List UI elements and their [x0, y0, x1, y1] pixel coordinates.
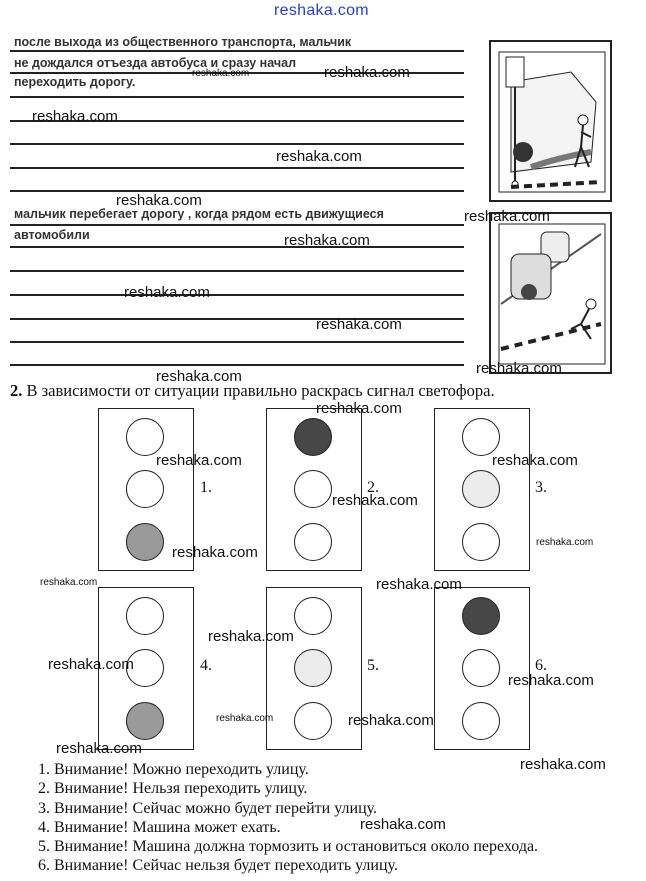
light-label: 4. — [200, 657, 212, 674]
watermark: reshaka.com — [324, 64, 410, 81]
lamp-top[interactable] — [462, 597, 500, 635]
answer-text: мальчик перебегает дорогу , когда рядом есть движущиеся — [14, 207, 384, 221]
lamp-middle[interactable] — [462, 649, 500, 687]
lamp-bottom[interactable] — [126, 702, 164, 740]
option-item: 3. Внимание! Сейчас можно будет перейти улицу. — [38, 799, 378, 817]
watermark: reshaka.com — [156, 452, 242, 469]
answer-text: после выхода из общественного транспорта, мальчик — [14, 35, 352, 49]
light-label: 1. — [200, 479, 212, 496]
watermark: reshaka.com — [284, 232, 370, 249]
option-item: 2. Внимание! Нельзя переходить улицу. — [38, 780, 308, 798]
watermark: reshaka.com — [124, 284, 210, 301]
watermark: reshaka.com — [116, 192, 202, 209]
watermark: reshaka.com — [492, 452, 578, 469]
option-item: 4. Внимание! Машина может ехать. — [38, 818, 281, 836]
light-label: 5. — [367, 657, 379, 674]
watermark: reshaka.com — [376, 576, 462, 593]
watermark: reshaka.com — [536, 537, 594, 548]
lamp-top[interactable] — [294, 418, 332, 456]
lamp-top[interactable] — [126, 597, 164, 635]
option-item: 1. Внимание! Можно переходить улицу. — [38, 761, 309, 778]
lamp-middle[interactable] — [462, 470, 500, 508]
watermark: reshaka.com — [476, 360, 562, 377]
lamp-middle[interactable] — [126, 470, 164, 508]
light-label: 3. — [535, 479, 547, 496]
lamp-top[interactable] — [462, 418, 500, 456]
watermark: reshaka.com — [172, 544, 258, 561]
answer-text: автомобили — [14, 228, 90, 242]
task-number: 2. — [10, 381, 23, 400]
option-item: 6. Внимание! Сейчас нельзя будет переходить улицу. — [38, 857, 398, 875]
task-text: В зависимости от ситуации правильно раскрась сигнал светофора. — [26, 381, 495, 400]
lamp-top[interactable] — [294, 597, 332, 635]
lamp-top[interactable] — [126, 418, 164, 456]
options-list — [38, 760, 538, 876]
traffic-light-2[interactable] — [266, 408, 362, 571]
lamp-bottom[interactable] — [462, 702, 500, 740]
watermark: reshaka.com — [192, 68, 250, 79]
watermark: reshaka.com — [216, 713, 274, 724]
watermark: reshaka.com — [464, 208, 550, 225]
running-boy-illustration — [489, 212, 612, 374]
task-2-heading — [10, 381, 495, 401]
bus-stop-illustration — [489, 40, 612, 202]
light-label: 2. — [367, 479, 379, 496]
watermark: reshaka.com — [316, 316, 402, 333]
watermark: reshaka.com — [40, 577, 98, 588]
lamp-middle[interactable] — [294, 470, 332, 508]
lamp-bottom[interactable] — [126, 523, 164, 561]
watermark: reshaka.com — [508, 672, 594, 689]
watermark: reshaka.com — [48, 656, 134, 673]
watermark: reshaka.com — [208, 628, 294, 645]
watermark: reshaka.com — [316, 400, 402, 417]
watermark: reshaka.com — [32, 108, 118, 125]
watermark: reshaka.com — [276, 148, 362, 165]
light-label: 6. — [535, 657, 547, 674]
answer-text: не дождался отъезда автобуса и сразу начал — [14, 56, 297, 70]
traffic-light-3[interactable] — [434, 408, 530, 571]
site-header[interactable]: reshaka.com — [274, 2, 369, 19]
answer-text: переходить дорогу. — [14, 75, 136, 89]
lamp-bottom[interactable] — [294, 702, 332, 740]
watermark: reshaka.com — [348, 712, 434, 729]
lamp-bottom[interactable] — [294, 523, 332, 561]
traffic-light-6[interactable] — [434, 587, 530, 750]
watermark: reshaka.com — [360, 816, 446, 833]
watermark: reshaka.com — [156, 368, 242, 385]
watermark: reshaka.com — [56, 740, 142, 757]
lamp-bottom[interactable] — [462, 523, 500, 561]
watermark: reshaka.com — [332, 492, 418, 509]
watermark: reshaka.com — [520, 756, 606, 773]
lamp-middle[interactable] — [294, 649, 332, 687]
option-item: 5. Внимание! Машина должна тормозить и остановиться около перехода. — [38, 838, 539, 856]
